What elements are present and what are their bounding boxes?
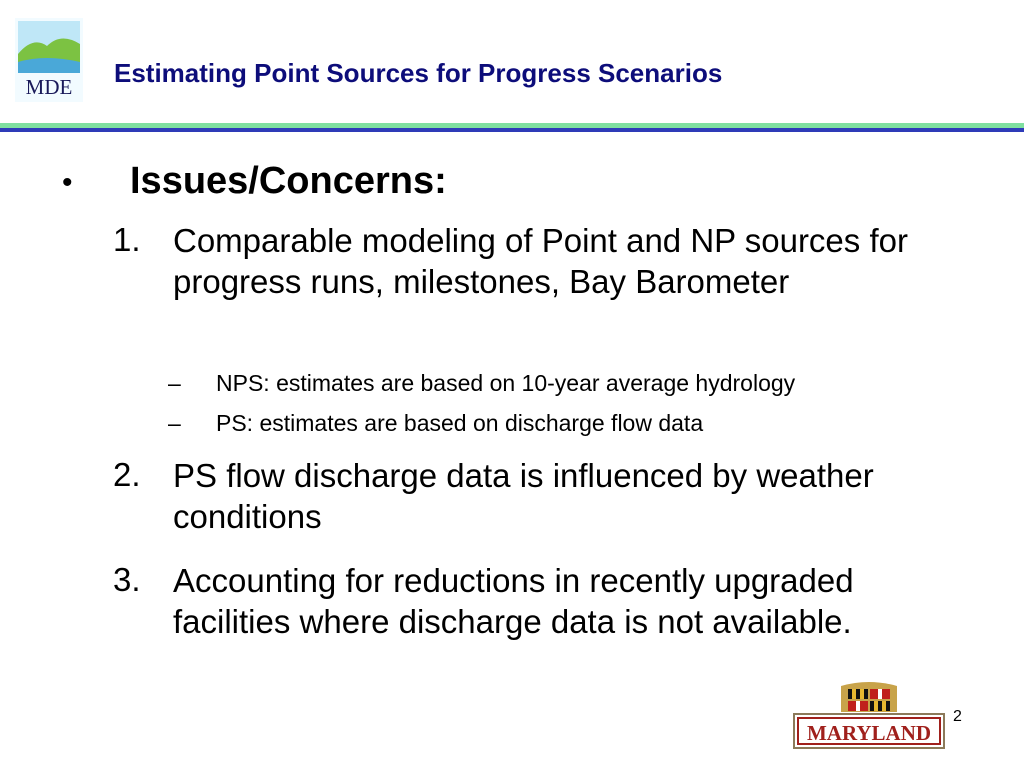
- maryland-logo: [792, 678, 946, 750]
- item-1-number: 1.: [113, 221, 141, 258]
- sub-item-1-dash: –: [168, 370, 181, 396]
- sub-item-2-text: PS: estimates are based on discharge flow data: [216, 410, 704, 436]
- mde-logo-text: MDE: [25, 75, 73, 99]
- sub-item-1-text: NPS: estimates are based on 10-year average hydrology: [216, 370, 796, 396]
- slide-title: Estimating Point Sources for Progress Scenarios: [114, 58, 723, 88]
- item-3-text: Accounting for reductions in recently upgraded facilities where discharge data is not available.: [173, 562, 854, 640]
- item-3-number: 3.: [113, 561, 141, 598]
- item-2-text: PS flow discharge data is influenced by weather conditions: [173, 457, 874, 535]
- page-number: 2: [953, 708, 962, 725]
- maryland-logo-text: MARYLAND: [806, 721, 932, 745]
- item-1-text: Comparable modeling of Point and NP sources for progress runs, milestones, Bay Barometer: [173, 222, 908, 300]
- issues-heading: Issues/Concerns:: [130, 160, 447, 202]
- item-2-number: 2.: [113, 456, 141, 493]
- mde-logo: [15, 18, 83, 102]
- heading-bullet: •: [62, 166, 73, 199]
- sub-item-2-dash: –: [168, 410, 181, 436]
- header-rule-blue: [0, 128, 1024, 132]
